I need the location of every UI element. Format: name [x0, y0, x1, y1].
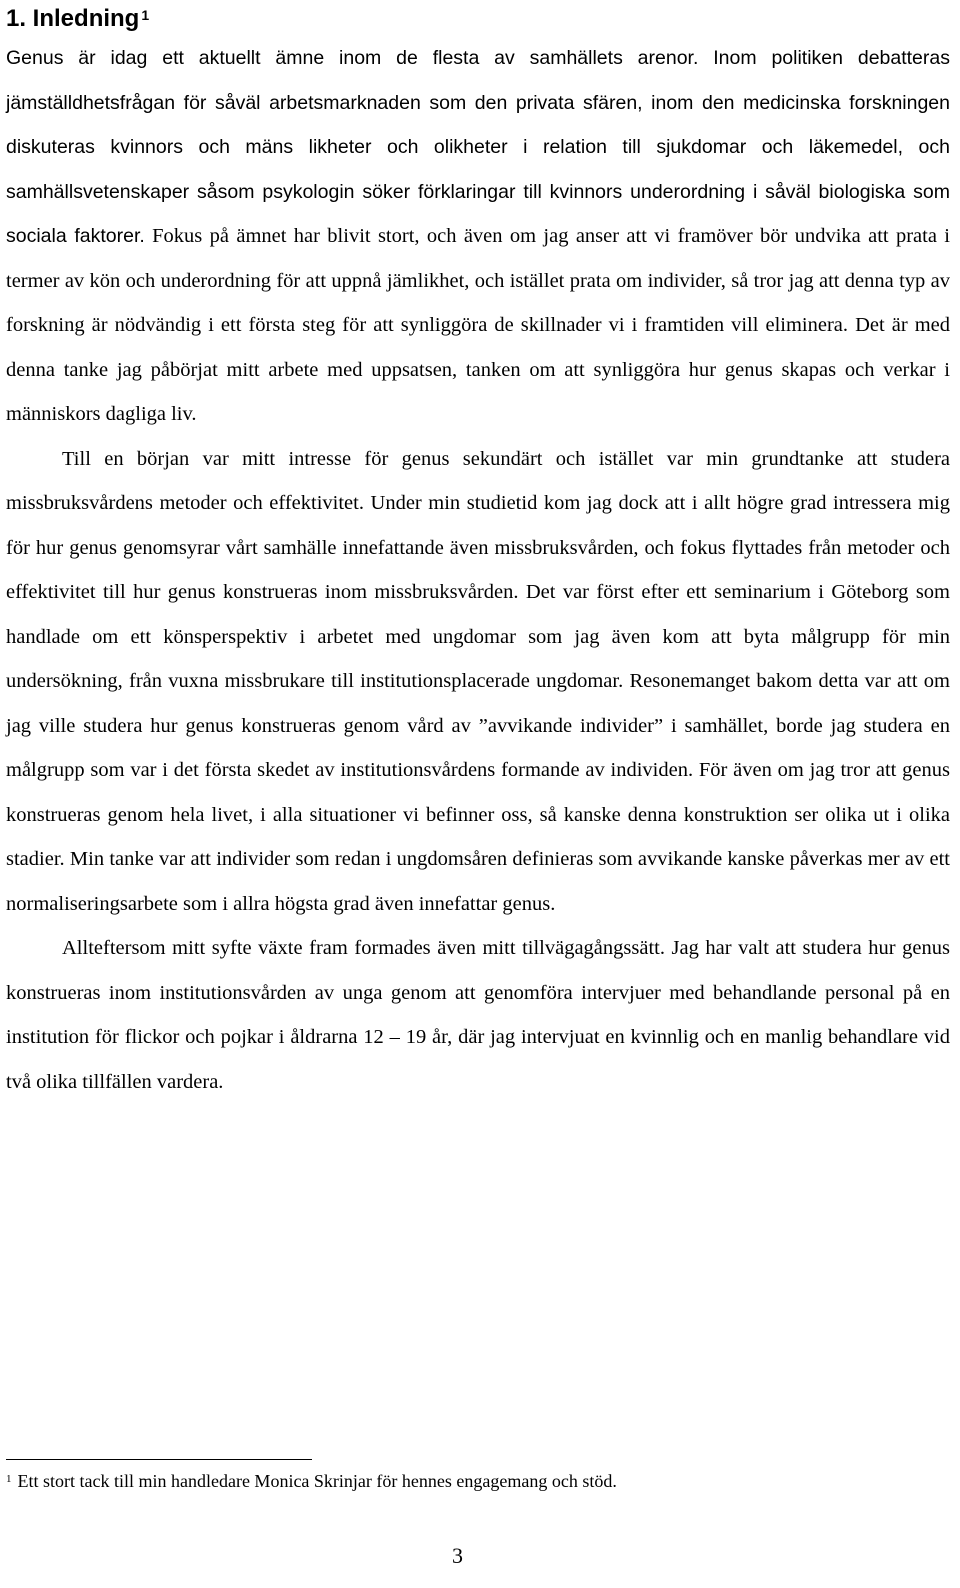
footnote: [6, 1468, 617, 1494]
paragraph-1: [6, 36, 950, 437]
document-page: [6, 0, 950, 1588]
body-text: [6, 36, 950, 1104]
footnote-text: Ett stort tack till min handledare Monica Skrinjar för hennes engagemang och stöd.: [17, 1471, 617, 1491]
heading-footnote-ref: 1: [141, 7, 150, 23]
heading-title: 1. Inledning: [6, 5, 140, 32]
page-number: 3: [452, 1543, 463, 1568]
footnote-divider: [6, 1459, 312, 1460]
footnote-number: 1: [6, 1473, 12, 1485]
paragraph-2: Till en början var mitt intresse för genus sekundärt och istället var min grundtanke att studera missbruksvårdens metoder och effektivitet. Under min studietid kom jag dock att i allt högre grad intressera mig för hur genus genomsyrar vårt samhälle innefattande även missbruksvården, och fokus flyttades från metoder och effektivitet till hur genus konstrueras inom missbruksvården. Det var först efter ett seminarium i Göteborg som handlade om ett könsperspektiv i arbetet med ungdomar som jag även kom att byta målgrupp för min undersökning, från vuxna missbrukare till institutionsplacerade ungdomar. Resonemanget bakom detta var att om jag ville studera hur genus konstrueras genom vård av ”avvikande individer” i samhället, borde jag studera en målgrupp som var i det första skedet av institutionsvårdens formande av individen. För även om jag tror att genus konstrueras genom hela livet, i alla situationer vi befinner oss, så kanske denna konstruktion ser olika ut i olika stadier. Min tanke var att individer som redan i ungdomsåren definieras som avvikande kanske påverkas mer av ett normaliseringsarbete som i allra högsta grad även innefattar genus.: [6, 447, 950, 915]
section-heading: [6, 4, 149, 34]
paragraph-3: Allteftersom mitt syfte växte fram formades även mitt tillvägagångssätt. Jag har valt att studera hur genus konstrueras inom institutionsvården av unga genom att genomföra intervjuer med behandlande personal på en institution för flickor och pojkar i åldrarna 12 – 19 år, där jag intervjuat en kvinnlig och en manlig behandlare vid två olika tillfällen vardera.: [6, 937, 950, 1093]
paragraph-1-sans-part: Genus är idag ett aktuellt ämne inom de flesta av samhällets arenor. Inom politiken debatteras jämställdhetsfrågan för såväl arbetsmarknaden som den privata sfären, inom den medicinska forskningen diskuteras kvinnors och mäns likheter och olikheter i relation till sjukdomar och läkemedel, och samhällsvetenskaper såsom psykologin söker förklaringar till kvinnors underordning i såväl biologiska som sociala faktorer.: [6, 47, 950, 247]
paragraph-1-serif-part: Fokus på ämnet har blivit stort, och även om jag anser att vi framöver bör undvika att prata i termer av kön och underordning för att uppnå jämlikhet, och istället prata om individer, så tror jag att denna typ av forskning är nödvändig i ett första steg för att synliggöra de skillnader vi i framtiden vill eliminera. Det är med denna tanke jag påbörjat mitt arbete med uppsatsen, tanken om att synliggöra hur genus skapas och verkar i människors dagliga liv.: [6, 225, 950, 425]
